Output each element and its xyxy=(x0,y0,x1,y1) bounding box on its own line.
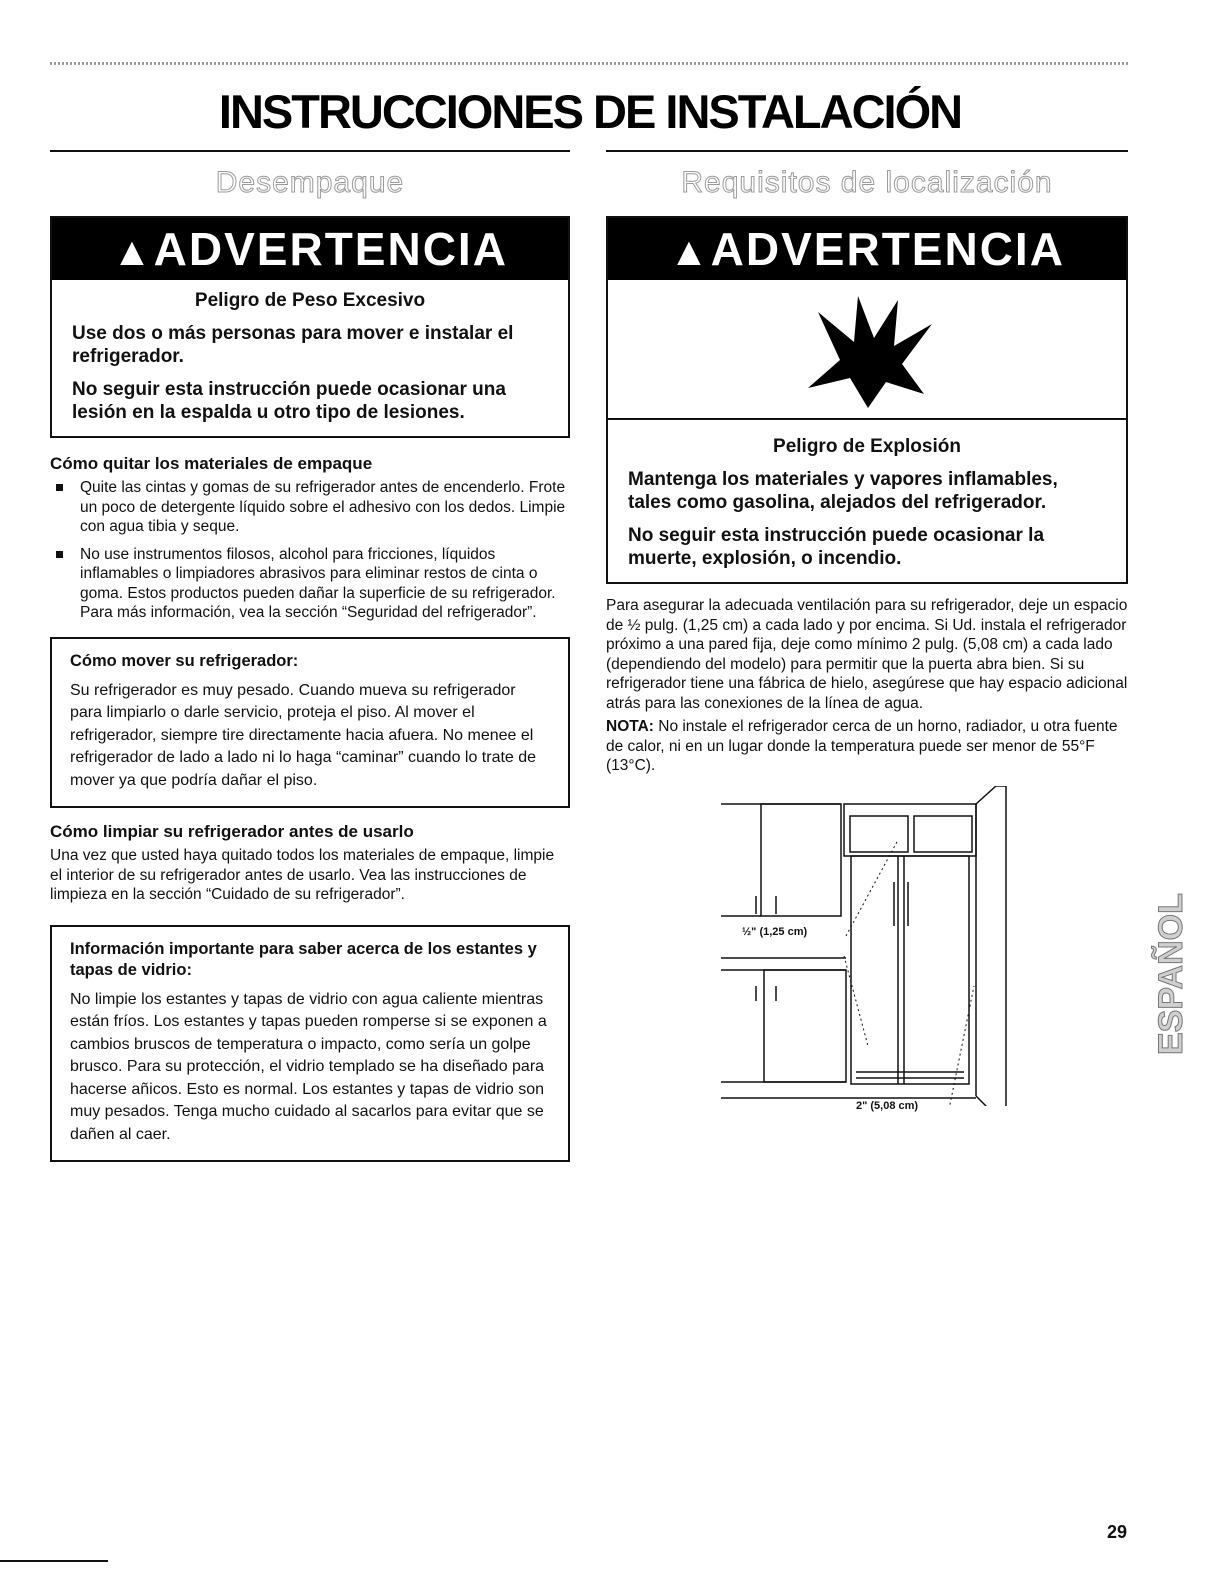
language-side-tab xyxy=(1150,820,1195,1060)
warning-text: Mantenga los materiales y vapores inflamables, tales como gasolina, alejados del refrigerador. xyxy=(628,469,1058,513)
warning-header-text: ADVERTENCIA xyxy=(153,223,508,275)
explosion-symbol-area xyxy=(608,280,1126,420)
clean-before-use-text: Una vez que usted haya quitado todos los materiales de empaque, limpie el interior de su refrigerador antes de usarlo. Vea las instrucciones de limpieza en la sección “Cuidado de su refrigerador”. xyxy=(50,847,555,903)
warning-text: No seguir esta instrucción puede ocasionar una lesión en la espalda u otro tipo de lesiones. xyxy=(72,379,506,423)
list-item: No use instrumentos filosos, alcohol para fricciones, líquidos inflamables o limpiadores abrasivos para eliminar restos de cinta o goma. Estos productos pueden dañar la superficie de su refrigerador. Para más información, vea la sección “Seguridad del refrigerador”. xyxy=(50,545,570,623)
warning-text: Use dos o más personas para mover e instalar el refrigerador. xyxy=(72,323,514,367)
right-column xyxy=(606,150,1128,1112)
move-box-title: Cómo mover su refrigerador: xyxy=(70,651,299,670)
section-title-unpacking: Desempaque xyxy=(215,166,405,199)
section-title-location: Requisitos de localización xyxy=(681,166,1053,199)
two-inch-clearance-label: 2" (5,08 cm) xyxy=(856,1099,919,1112)
bottom-rule xyxy=(0,1560,108,1562)
right-column-rule xyxy=(606,150,1128,152)
remove-packaging-heading: Cómo quitar los materiales de empaque xyxy=(50,454,373,473)
page-title: INSTRUCCIONES DE INSTALACIÓN xyxy=(218,85,962,138)
warning-header xyxy=(52,218,568,280)
glass-box-text: No limpie los estantes y tapas de vidrio con agua caliente mientras están fríos. Los estantes y tapas pueden romperse si se exponen a cambios bruscos de temperatura o impacto, como sería un golpe brusco. Para su protección, el vidrio templado se ha diseñado para hacerse añicos. Esto es normal. Los estantes y tapas de vidrio son muy pesados. Tenga mucho cuidado al sacarlos para evitar que se dañen al caer. xyxy=(70,990,547,1143)
warning-text: No seguir esta instrucción puede ocasionar la muerte, explosión, o incendio. xyxy=(628,525,1045,569)
warning-body xyxy=(608,420,1126,582)
warning-body xyxy=(52,280,568,436)
clearance-diagram xyxy=(606,786,1128,1112)
left-column xyxy=(50,150,570,1162)
remove-packaging-list xyxy=(50,478,570,623)
warning-triangle-icon: ▲ xyxy=(112,230,154,274)
warning-header-text: ADVERTENCIA xyxy=(710,223,1065,275)
warning-heading: Peligro de Peso Excesivo xyxy=(194,290,426,311)
top-dotted-rule xyxy=(50,62,1130,65)
move-refrigerator-box xyxy=(50,637,570,809)
left-column-rule xyxy=(50,150,570,152)
list-item: Quite las cintas y gomas de su refrigerador antes de encenderlo. Frote un poco de detergente líquido sobre el adhesivo con los dedos. Limpie con agua tibia y seque. xyxy=(50,478,570,537)
explosion-icon xyxy=(798,290,938,415)
nota-text: No instale el refrigerador cerca de un horno, radiador, u otra fuente de calor, ni en un lugar donde la temperatura puede ser menor de 55°F (13°C). xyxy=(606,718,1118,774)
refrigerator-clearance-illustration xyxy=(606,786,1128,1106)
page-number: 29 xyxy=(1106,1522,1127,1542)
language-tab-text: ESPAÑOL xyxy=(1152,893,1190,1055)
clean-before-use-heading: Cómo limpiar su refrigerador antes de usarlo xyxy=(50,822,414,841)
nota-label: NOTA: xyxy=(606,718,654,735)
glass-box-title: Información importante para saber acerca de los estantes y tapas de vidrio: xyxy=(70,939,537,979)
explosion-warning-box xyxy=(606,216,1128,584)
warning-header xyxy=(608,218,1126,280)
warning-heading: Peligro de Explosión xyxy=(773,436,961,457)
glass-shelves-box xyxy=(50,925,570,1163)
half-inch-clearance-label: ½" (1,25 cm) xyxy=(742,925,808,938)
move-box-text: Su refrigerador es muy pesado. Cuando mueva su refrigerador para limpiarlo o darle servicio, proteja el piso. Al mover el refrigerador, siempre tire directamente hacia afuera. No menee el refrigerador de lado a lado ni lo haga “caminar” cuando lo trate de mover ya que podría dañar el piso. xyxy=(70,681,537,789)
warning-triangle-icon: ▲ xyxy=(669,230,711,274)
ventilation-text: Para asegurar la adecuada ventilación para su refrigerador, deje un espacio de ½ pulg. (1,25 cm) a cada lado y por encima. Si Ud. instala el refrigerador próximo a una pared fija, deje como mínimo 2 pulg. (5,08 cm) a cada lado (dependiendo del modelo) para permitir que la puerta abra bien. Si su refrigerador tiene una fábrica de hielo, asegúrese que hay espacio adicional atrás para las conexiones de la línea de agua. xyxy=(606,597,1128,712)
nota-paragraph xyxy=(606,717,1128,776)
weight-warning-box xyxy=(50,216,570,438)
